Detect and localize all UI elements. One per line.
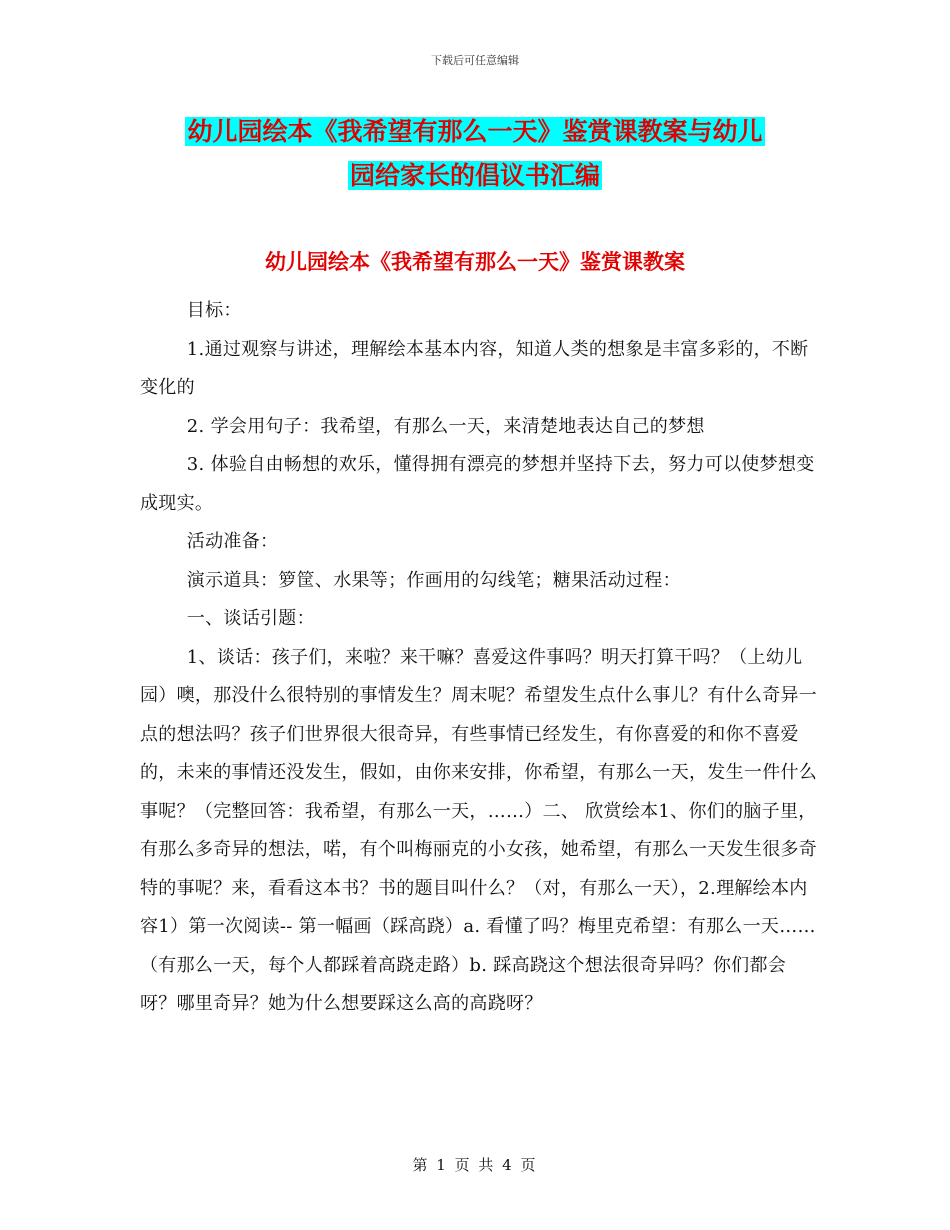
header-note: 下载后可任意编辑 bbox=[431, 54, 519, 67]
document-body bbox=[140, 292, 820, 1024]
paragraph: 活动准备： bbox=[186, 531, 279, 552]
page-footer: 第 1 页 共 4 页 bbox=[412, 1156, 538, 1174]
paragraph: 1、谈话：孩子们，来啦？来干嘛？喜爱这件事吗？明天打算干吗？（上幼儿园）噢，那没什么很特别的事情发生？周末呢？希望发生点什么事儿？有什么奇异一点的想法吗？孩子们世界很大很奇异，有些事情已经发生，有你喜爱的和你不喜爱的，未来的事情还没发生，假如，由你来安排，你希望，有那么一天，发生一件什么事呢？（完整回答：我希望，有那么一天，……）二、 欣赏绘本1、你们的脑子里，有那么多奇异的想法，喏，有个叫梅丽克的小女孩，她希望，有那么一天发生很多奇特的事呢？来，看看这本书？书的题目叫什么？（对，有那么一天），2.理解绘本内容1）第一次阅读-- 第一幅画（踩高跷）a. 看懂了吗？梅里克希望：有那么一天……（有那么一天，每个人都踩着高跷走路）b. 踩高跷这个想法很奇异吗？你们都会呀？哪里奇异？她为什么想要踩这么高的高跷呀？ bbox=[140, 646, 818, 1014]
paragraph: 一、谈话引题： bbox=[186, 608, 315, 629]
paragraph: 目标： bbox=[186, 300, 242, 321]
paragraph: 1.通过观察与讲述，理解绘本基本内容，知道人类的想象是丰富多彩的，不断变化的 bbox=[140, 338, 809, 398]
paragraph: 2. 学会用句子：我希望，有那么一天，来清楚地表达自己的梦想 bbox=[186, 415, 705, 437]
title-line-1: 幼儿园绘本《我希望有那么一天》鉴赏课教案与幼儿 bbox=[187, 117, 763, 146]
paragraph: 3. 体验自由畅想的欢乐，懂得拥有漂亮的梦想并坚持下去，努力可以使梦想变成现实。 bbox=[140, 454, 815, 514]
section-title: 幼儿园绘本《我希望有那么一天》鉴赏课教案 bbox=[265, 249, 685, 274]
paragraph: 演示道具：箩筐、水果等；作画用的勾线笔；糖果活动过程： bbox=[186, 569, 681, 591]
title-line-2: 园给家长的倡议书汇编 bbox=[349, 161, 600, 190]
document-title bbox=[140, 110, 810, 198]
